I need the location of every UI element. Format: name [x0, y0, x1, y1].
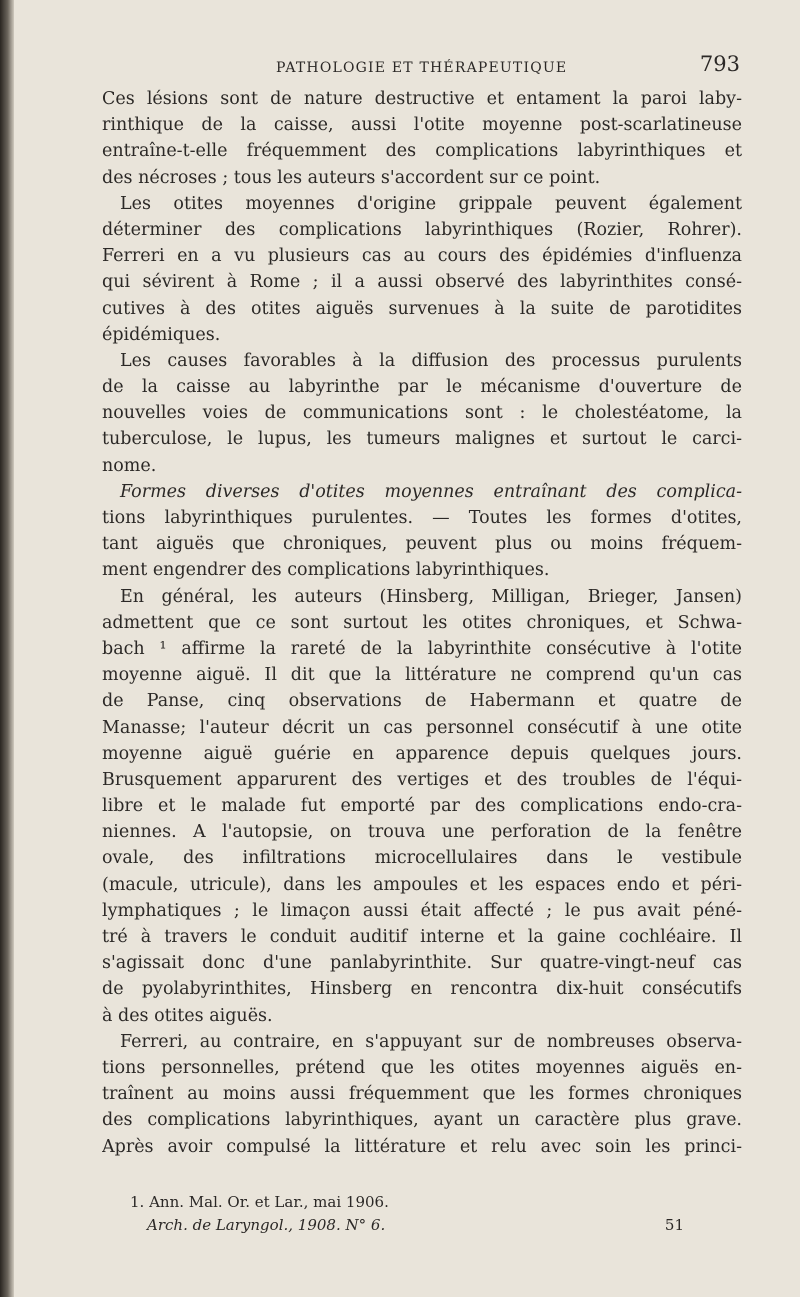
body-text — [102, 86, 742, 1160]
text-line: Brusquement apparurent des vertiges et des troubles de l'équi- — [102, 769, 742, 790]
text-line: qui sévirent à Rome ; il a aussi observé des labyrinthites consé- — [102, 272, 742, 293]
text-line: niennes. A l'autopsie, on trouva une perforation de la fenêtre — [102, 822, 742, 843]
text-line: à des otites aiguës. — [102, 1005, 273, 1026]
text-line: déterminer des complications labyrinthiques (Rozier, Rohrer). — [102, 219, 742, 240]
text-line: tions personnelles, prétend que les otites moyennes aiguës en- — [102, 1057, 742, 1078]
text-line: des complications labyrinthiques, ayant un caractère plus grave. — [102, 1110, 742, 1131]
journal-reference: Arch. de Laryngol., 1908. N° 6. — [147, 1216, 386, 1234]
text-line: ment engendrer des complications labyrinthiques. — [102, 560, 550, 581]
text-line: Ferreri, au contraire, en s'appuyant sur de nombreuses observa- — [120, 1031, 742, 1052]
text-line: Ces lésions sont de nature destructive et entament la paroi laby- — [102, 89, 742, 109]
text-line: Les causes favorables à la diffusion des processus purulents — [120, 350, 742, 371]
text-line: entraîne-t-elle fréquemment des complications labyrinthiques et — [102, 141, 742, 162]
book-binding-edge — [0, 0, 14, 1297]
text-line: Les otites moyennes d'origine grippale peuvent également — [120, 193, 742, 214]
text-line: Ferreri en a vu plusieurs cas au cours des épidémies d'influenza — [102, 246, 742, 267]
text-line: nouvelles voies de communications sont : le cholestéatome, la — [102, 403, 742, 424]
text-line: libre et le malade fut emporté par des complications endo-cra- — [102, 796, 742, 817]
text-line: (macule, utricule), dans les ampoules et les espaces endo et péri- — [102, 874, 742, 895]
text-line: de Panse, cinq observations de Habermann et quatre de — [102, 691, 742, 712]
page-number: 793 — [699, 52, 740, 76]
text-line: traînent au moins aussi fréquemment que les formes chroniques — [102, 1084, 742, 1105]
footnote-text: 1. Ann. Mal. Or. et Lar., mai 1906. — [130, 1193, 389, 1211]
text-line: tré à travers le conduit auditif interne et la gaine cochléaire. Il — [102, 927, 742, 947]
text-line: lymphatiques ; le limaçon aussi était affecté ; le pus avait péné- — [102, 900, 742, 921]
footnotes — [130, 1191, 740, 1237]
running-head: PATHOLOGIE ET THÉRAPEUTIQUE — [276, 60, 568, 76]
section-heading-line: Formes diverses d'otites moyennes entraînant des complica- — [120, 481, 742, 502]
text-line: cutives à des otites aiguës survenues à la suite de parotidites — [102, 298, 742, 319]
text-line: tuberculose, le lupus, les tumeurs malignes et surtout le carci- — [102, 429, 742, 450]
text-line: admettent que ce sont surtout les otites chroniques, et Schwa- — [102, 612, 742, 633]
printer-signature: 51 — [664, 1216, 684, 1234]
book-page — [14, 0, 800, 1297]
text-line: Après avoir compulsé la littérature et relu avec soin les princi- — [102, 1136, 742, 1157]
text-line: nome. — [102, 455, 157, 476]
text-line: En général, les auteurs (Hinsberg, Milligan, Brieger, Jansen) — [120, 586, 742, 607]
text-line: ovale, des infiltrations microcellulaires dans le vestibule — [102, 848, 742, 869]
text-line: de pyolabyrinthites, Hinsberg en rencontra dix-huit consécutifs — [102, 979, 742, 1000]
text-line: moyenne aiguë guérie en apparence depuis quelques jours. — [102, 743, 742, 764]
text-line: des nécroses ; tous les auteurs s'accordent sur ce point. — [102, 167, 601, 188]
footnote-journal-line — [130, 1214, 740, 1237]
text-line: s'agissait donc d'une panlabyrinthite. Sur quatre-vingt-neuf cas — [102, 953, 742, 974]
text-line: épidémiques. — [102, 324, 221, 345]
text-line: rinthique de la caisse, aussi l'otite moyenne post-scarlatineuse — [102, 115, 742, 136]
footnote-1 — [130, 1191, 740, 1214]
page-header — [104, 52, 744, 82]
text-line: de la caisse au labyrinthe par le mécanisme d'ouverture de — [102, 377, 742, 398]
text-line: tant aiguës que chroniques, peuvent plus ou moins fréquem- — [102, 534, 742, 555]
text-line: bach ¹ affirme la rareté de la labyrinthite consécutive à l'otite — [102, 638, 742, 659]
text-line: tions labyrinthiques purulentes. — Toutes les formes d'otites, — [102, 508, 742, 528]
text-line: moyenne aiguë. Il dit que la littérature ne comprend qu'un cas — [102, 665, 742, 686]
text-line: Manasse; l'auteur décrit un cas personnel consécutif à une otite — [102, 717, 742, 738]
